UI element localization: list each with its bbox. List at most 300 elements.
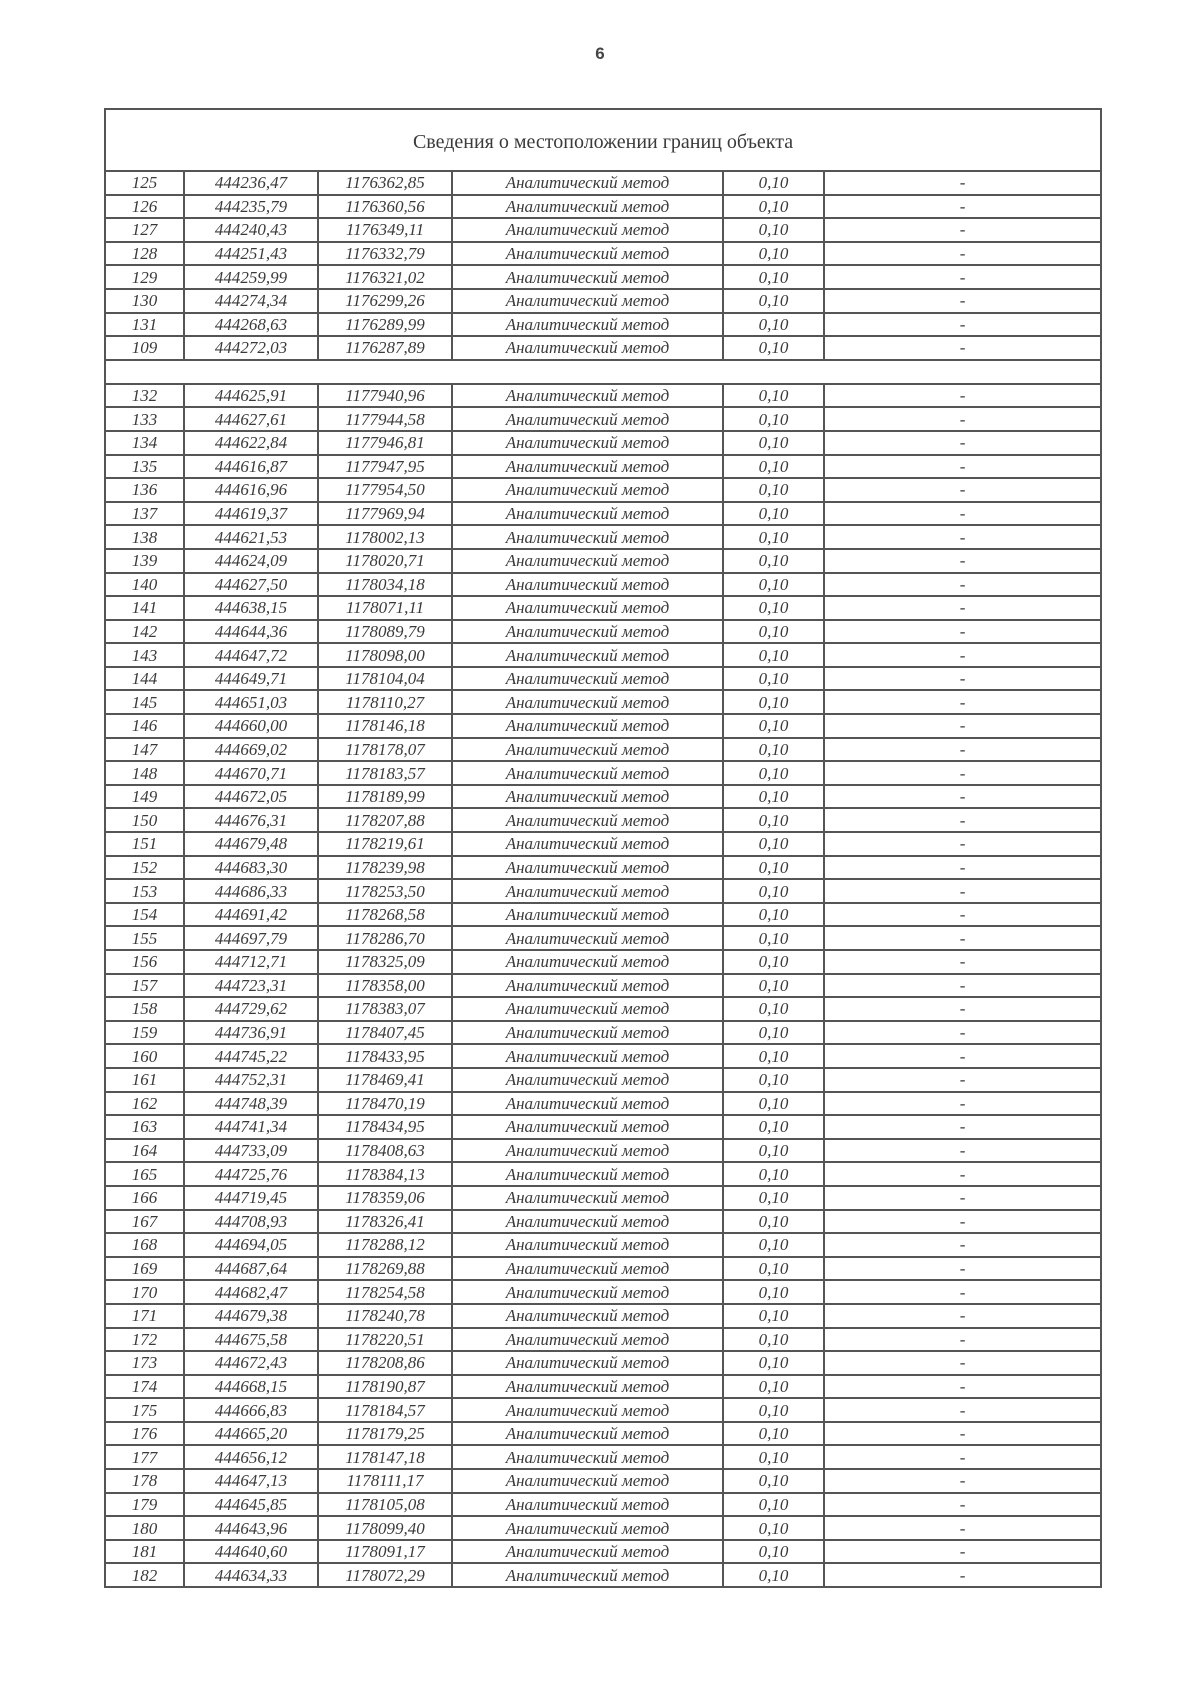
- description-cell: -: [824, 1493, 1101, 1517]
- table-row: [105, 1304, 1101, 1328]
- accuracy-cell: 0,10: [723, 478, 824, 502]
- point-number-cell: 143: [105, 643, 184, 667]
- x-coordinate-cell: 444670,71: [184, 761, 318, 785]
- accuracy-cell: 0,10: [723, 1139, 824, 1163]
- y-coordinate-cell: 1178254,58: [318, 1280, 452, 1304]
- method-cell: Аналитический метод: [452, 1257, 723, 1281]
- description-cell: -: [824, 265, 1101, 289]
- accuracy-cell: 0,10: [723, 1044, 824, 1068]
- description-cell: -: [824, 1516, 1101, 1540]
- boundary-coordinates-table: [104, 108, 1102, 1588]
- x-coordinate-cell: 444712,71: [184, 950, 318, 974]
- table-row: [105, 549, 1101, 573]
- y-coordinate-cell: 1178269,88: [318, 1257, 452, 1281]
- point-number-cell: 179: [105, 1493, 184, 1517]
- description-cell: -: [824, 1280, 1101, 1304]
- x-coordinate-cell: 444683,30: [184, 856, 318, 880]
- y-coordinate-cell: 1178433,95: [318, 1044, 452, 1068]
- x-coordinate-cell: 444679,38: [184, 1304, 318, 1328]
- table-row: [105, 903, 1101, 927]
- accuracy-cell: 0,10: [723, 336, 824, 360]
- y-coordinate-cell: 1178207,88: [318, 808, 452, 832]
- description-cell: -: [824, 1328, 1101, 1352]
- point-number-cell: 146: [105, 714, 184, 738]
- y-coordinate-cell: 1178286,70: [318, 926, 452, 950]
- y-coordinate-cell: 1176362,85: [318, 171, 452, 195]
- x-coordinate-cell: 444619,37: [184, 502, 318, 526]
- table-row: [105, 1493, 1101, 1517]
- method-cell: Аналитический метод: [452, 1563, 723, 1587]
- method-cell: Аналитический метод: [452, 620, 723, 644]
- accuracy-cell: 0,10: [723, 879, 824, 903]
- accuracy-cell: 0,10: [723, 242, 824, 266]
- accuracy-cell: 0,10: [723, 1304, 824, 1328]
- method-cell: Аналитический метод: [452, 1422, 723, 1446]
- table-row: [105, 690, 1101, 714]
- accuracy-cell: 0,10: [723, 573, 824, 597]
- x-coordinate-cell: 444649,71: [184, 667, 318, 691]
- x-coordinate-cell: 444745,22: [184, 1044, 318, 1068]
- y-coordinate-cell: 1178408,63: [318, 1139, 452, 1163]
- accuracy-cell: 0,10: [723, 620, 824, 644]
- method-cell: Аналитический метод: [452, 1493, 723, 1517]
- x-coordinate-cell: 444736,91: [184, 1021, 318, 1045]
- x-coordinate-cell: 444741,34: [184, 1115, 318, 1139]
- description-cell: -: [824, 856, 1101, 880]
- method-cell: Аналитический метод: [452, 1021, 723, 1045]
- x-coordinate-cell: 444640,60: [184, 1540, 318, 1564]
- method-cell: Аналитический метод: [452, 1375, 723, 1399]
- accuracy-cell: 0,10: [723, 549, 824, 573]
- accuracy-cell: 0,10: [723, 407, 824, 431]
- accuracy-cell: 0,10: [723, 1092, 824, 1116]
- accuracy-cell: 0,10: [723, 1233, 824, 1257]
- description-cell: -: [824, 643, 1101, 667]
- description-cell: -: [824, 1257, 1101, 1281]
- table-row: [105, 1375, 1101, 1399]
- point-number-cell: 155: [105, 926, 184, 950]
- y-coordinate-cell: 1177954,50: [318, 478, 452, 502]
- description-cell: -: [824, 667, 1101, 691]
- x-coordinate-cell: 444686,33: [184, 879, 318, 903]
- point-number-cell: 129: [105, 265, 184, 289]
- point-number-cell: 175: [105, 1398, 184, 1422]
- method-cell: Аналитический метод: [452, 171, 723, 195]
- y-coordinate-cell: 1176332,79: [318, 242, 452, 266]
- description-cell: -: [824, 738, 1101, 762]
- accuracy-cell: 0,10: [723, 1328, 824, 1352]
- description-cell: -: [824, 313, 1101, 337]
- table-row: [105, 997, 1101, 1021]
- description-cell: -: [824, 879, 1101, 903]
- table-row: [105, 856, 1101, 880]
- method-cell: Аналитический метод: [452, 1068, 723, 1092]
- table-row: [105, 195, 1101, 219]
- accuracy-cell: 0,10: [723, 761, 824, 785]
- method-cell: Аналитический метод: [452, 478, 723, 502]
- method-cell: Аналитический метод: [452, 1469, 723, 1493]
- method-cell: Аналитический метод: [452, 690, 723, 714]
- y-coordinate-cell: 1178104,04: [318, 667, 452, 691]
- y-coordinate-cell: 1177944,58: [318, 407, 452, 431]
- point-number-cell: 173: [105, 1351, 184, 1375]
- accuracy-cell: 0,10: [723, 195, 824, 219]
- point-number-cell: 157: [105, 974, 184, 998]
- y-coordinate-cell: 1178189,99: [318, 785, 452, 809]
- description-cell: -: [824, 1162, 1101, 1186]
- accuracy-cell: 0,10: [723, 714, 824, 738]
- accuracy-cell: 0,10: [723, 384, 824, 408]
- table-title-row: [105, 109, 1101, 171]
- accuracy-cell: 0,10: [723, 1563, 824, 1587]
- description-cell: -: [824, 1233, 1101, 1257]
- y-coordinate-cell: 1178099,40: [318, 1516, 452, 1540]
- point-number-cell: 168: [105, 1233, 184, 1257]
- group-separator-row: [105, 360, 1101, 384]
- description-cell: -: [824, 690, 1101, 714]
- description-cell: -: [824, 573, 1101, 597]
- method-cell: Аналитический метод: [452, 384, 723, 408]
- description-cell: -: [824, 407, 1101, 431]
- method-cell: Аналитический метод: [452, 455, 723, 479]
- table-row: [105, 407, 1101, 431]
- method-cell: Аналитический метод: [452, 714, 723, 738]
- table-row: [105, 1257, 1101, 1281]
- y-coordinate-cell: 1178384,13: [318, 1162, 452, 1186]
- y-coordinate-cell: 1178184,57: [318, 1398, 452, 1422]
- method-cell: Аналитический метод: [452, 1540, 723, 1564]
- x-coordinate-cell: 444675,58: [184, 1328, 318, 1352]
- point-number-cell: 161: [105, 1068, 184, 1092]
- method-cell: Аналитический метод: [452, 1210, 723, 1234]
- x-coordinate-cell: 444723,31: [184, 974, 318, 998]
- method-cell: Аналитический метод: [452, 667, 723, 691]
- table-row: [105, 808, 1101, 832]
- point-number-cell: 174: [105, 1375, 184, 1399]
- accuracy-cell: 0,10: [723, 926, 824, 950]
- description-cell: -: [824, 242, 1101, 266]
- table-row: [105, 1280, 1101, 1304]
- accuracy-cell: 0,10: [723, 832, 824, 856]
- table-row: [105, 974, 1101, 998]
- description-cell: -: [824, 761, 1101, 785]
- accuracy-cell: 0,10: [723, 502, 824, 526]
- accuracy-cell: 0,10: [723, 1493, 824, 1517]
- method-cell: Аналитический метод: [452, 903, 723, 927]
- y-coordinate-cell: 1178002,13: [318, 525, 452, 549]
- accuracy-cell: 0,10: [723, 1162, 824, 1186]
- accuracy-cell: 0,10: [723, 1351, 824, 1375]
- point-number-cell: 125: [105, 171, 184, 195]
- y-coordinate-cell: 1178253,50: [318, 879, 452, 903]
- description-cell: -: [824, 431, 1101, 455]
- point-number-cell: 164: [105, 1139, 184, 1163]
- point-number-cell: 162: [105, 1092, 184, 1116]
- point-number-cell: 151: [105, 832, 184, 856]
- y-coordinate-cell: 1178110,27: [318, 690, 452, 714]
- accuracy-cell: 0,10: [723, 738, 824, 762]
- x-coordinate-cell: 444660,00: [184, 714, 318, 738]
- method-cell: Аналитический метод: [452, 1162, 723, 1186]
- method-cell: Аналитический метод: [452, 431, 723, 455]
- accuracy-cell: 0,10: [723, 171, 824, 195]
- method-cell: Аналитический метод: [452, 265, 723, 289]
- point-number-cell: 109: [105, 336, 184, 360]
- point-number-cell: 172: [105, 1328, 184, 1352]
- table-row: [105, 926, 1101, 950]
- method-cell: Аналитический метод: [452, 738, 723, 762]
- method-cell: Аналитический метод: [452, 195, 723, 219]
- table-row: [105, 502, 1101, 526]
- table-row: [105, 1398, 1101, 1422]
- point-number-cell: 136: [105, 478, 184, 502]
- point-number-cell: 135: [105, 455, 184, 479]
- y-coordinate-cell: 1178178,07: [318, 738, 452, 762]
- x-coordinate-cell: 444708,93: [184, 1210, 318, 1234]
- accuracy-cell: 0,10: [723, 1445, 824, 1469]
- y-coordinate-cell: 1178208,86: [318, 1351, 452, 1375]
- table-row: [105, 1115, 1101, 1139]
- y-coordinate-cell: 1178190,87: [318, 1375, 452, 1399]
- table-row: [105, 313, 1101, 337]
- accuracy-cell: 0,10: [723, 218, 824, 242]
- y-coordinate-cell: 1178470,19: [318, 1092, 452, 1116]
- point-number-cell: 126: [105, 195, 184, 219]
- point-number-cell: 142: [105, 620, 184, 644]
- table-row: [105, 336, 1101, 360]
- method-cell: Аналитический метод: [452, 573, 723, 597]
- table-row: [105, 738, 1101, 762]
- x-coordinate-cell: 444240,43: [184, 218, 318, 242]
- y-coordinate-cell: 1176299,26: [318, 289, 452, 313]
- description-cell: -: [824, 1139, 1101, 1163]
- method-cell: Аналитический метод: [452, 856, 723, 880]
- y-coordinate-cell: 1177969,94: [318, 502, 452, 526]
- x-coordinate-cell: 444647,72: [184, 643, 318, 667]
- description-cell: -: [824, 1375, 1101, 1399]
- accuracy-cell: 0,10: [723, 1210, 824, 1234]
- method-cell: Аналитический метод: [452, 1398, 723, 1422]
- page-number: 6: [595, 44, 605, 63]
- accuracy-cell: 0,10: [723, 950, 824, 974]
- x-coordinate-cell: 444651,03: [184, 690, 318, 714]
- description-cell: -: [824, 195, 1101, 219]
- description-cell: -: [824, 620, 1101, 644]
- method-cell: Аналитический метод: [452, 218, 723, 242]
- table-row: [105, 1233, 1101, 1257]
- table-row: [105, 1422, 1101, 1446]
- x-coordinate-cell: 444697,79: [184, 926, 318, 950]
- description-cell: -: [824, 502, 1101, 526]
- description-cell: -: [824, 1469, 1101, 1493]
- table-row: [105, 265, 1101, 289]
- accuracy-cell: 0,10: [723, 1068, 824, 1092]
- table-row: [105, 455, 1101, 479]
- y-coordinate-cell: 1178020,71: [318, 549, 452, 573]
- x-coordinate-cell: 444666,83: [184, 1398, 318, 1422]
- description-cell: -: [824, 1304, 1101, 1328]
- y-coordinate-cell: 1178105,08: [318, 1493, 452, 1517]
- y-coordinate-cell: 1178146,18: [318, 714, 452, 738]
- x-coordinate-cell: 444634,33: [184, 1563, 318, 1587]
- x-coordinate-cell: 444672,43: [184, 1351, 318, 1375]
- table-row: [105, 1563, 1101, 1587]
- x-coordinate-cell: 444251,43: [184, 242, 318, 266]
- group-separator-cell: [105, 360, 1101, 384]
- point-number-cell: 165: [105, 1162, 184, 1186]
- y-coordinate-cell: 1177947,95: [318, 455, 452, 479]
- accuracy-cell: 0,10: [723, 1516, 824, 1540]
- accuracy-cell: 0,10: [723, 1375, 824, 1399]
- description-cell: -: [824, 525, 1101, 549]
- description-cell: -: [824, 926, 1101, 950]
- table-title: Сведения о местоположении границ объекта: [105, 109, 1101, 171]
- x-coordinate-cell: 444268,63: [184, 313, 318, 337]
- point-number-cell: 181: [105, 1540, 184, 1564]
- description-cell: -: [824, 1210, 1101, 1234]
- point-number-cell: 154: [105, 903, 184, 927]
- description-cell: -: [824, 1422, 1101, 1446]
- y-coordinate-cell: 1178071,11: [318, 596, 452, 620]
- y-coordinate-cell: 1177940,96: [318, 384, 452, 408]
- method-cell: Аналитический метод: [452, 1304, 723, 1328]
- y-coordinate-cell: 1176287,89: [318, 336, 452, 360]
- point-number-cell: 144: [105, 667, 184, 691]
- point-number-cell: 134: [105, 431, 184, 455]
- point-number-cell: 170: [105, 1280, 184, 1304]
- y-coordinate-cell: 1178359,06: [318, 1186, 452, 1210]
- x-coordinate-cell: 444625,91: [184, 384, 318, 408]
- x-coordinate-cell: 444733,09: [184, 1139, 318, 1163]
- point-number-cell: 169: [105, 1257, 184, 1281]
- table-row: [105, 1540, 1101, 1564]
- method-cell: Аналитический метод: [452, 1351, 723, 1375]
- table-row: [105, 1351, 1101, 1375]
- method-cell: Аналитический метод: [452, 808, 723, 832]
- x-coordinate-cell: 444616,96: [184, 478, 318, 502]
- accuracy-cell: 0,10: [723, 1280, 824, 1304]
- x-coordinate-cell: 444235,79: [184, 195, 318, 219]
- table-row: [105, 525, 1101, 549]
- y-coordinate-cell: 1178268,58: [318, 903, 452, 927]
- x-coordinate-cell: 444752,31: [184, 1068, 318, 1092]
- accuracy-cell: 0,10: [723, 1115, 824, 1139]
- point-number-cell: 167: [105, 1210, 184, 1234]
- description-cell: -: [824, 1445, 1101, 1469]
- table-row: [105, 1328, 1101, 1352]
- accuracy-cell: 0,10: [723, 289, 824, 313]
- x-coordinate-cell: 444644,36: [184, 620, 318, 644]
- method-cell: Аналитический метод: [452, 785, 723, 809]
- accuracy-cell: 0,10: [723, 785, 824, 809]
- table-row: [105, 1162, 1101, 1186]
- point-number-cell: 127: [105, 218, 184, 242]
- accuracy-cell: 0,10: [723, 265, 824, 289]
- table-row: [105, 1092, 1101, 1116]
- method-cell: Аналитический метод: [452, 1115, 723, 1139]
- x-coordinate-cell: 444682,47: [184, 1280, 318, 1304]
- point-number-cell: 148: [105, 761, 184, 785]
- y-coordinate-cell: 1178098,00: [318, 643, 452, 667]
- x-coordinate-cell: 444669,02: [184, 738, 318, 762]
- method-cell: Аналитический метод: [452, 549, 723, 573]
- y-coordinate-cell: 1178239,98: [318, 856, 452, 880]
- table-row: [105, 1021, 1101, 1045]
- method-cell: Аналитический метод: [452, 950, 723, 974]
- description-cell: -: [824, 1186, 1101, 1210]
- table-row: [105, 667, 1101, 691]
- x-coordinate-cell: 444719,45: [184, 1186, 318, 1210]
- point-number-cell: 160: [105, 1044, 184, 1068]
- description-cell: -: [824, 596, 1101, 620]
- x-coordinate-cell: 444622,84: [184, 431, 318, 455]
- point-number-cell: 177: [105, 1445, 184, 1469]
- description-cell: -: [824, 171, 1101, 195]
- description-cell: -: [824, 289, 1101, 313]
- point-number-cell: 153: [105, 879, 184, 903]
- method-cell: Аналитический метод: [452, 761, 723, 785]
- method-cell: Аналитический метод: [452, 1092, 723, 1116]
- method-cell: Аналитический метод: [452, 336, 723, 360]
- y-coordinate-cell: 1178219,61: [318, 832, 452, 856]
- y-coordinate-cell: 1178469,41: [318, 1068, 452, 1092]
- x-coordinate-cell: 444274,34: [184, 289, 318, 313]
- description-cell: -: [824, 218, 1101, 242]
- accuracy-cell: 0,10: [723, 431, 824, 455]
- method-cell: Аналитический метод: [452, 1280, 723, 1304]
- y-coordinate-cell: 1178034,18: [318, 573, 452, 597]
- x-coordinate-cell: 444691,42: [184, 903, 318, 927]
- accuracy-cell: 0,10: [723, 997, 824, 1021]
- y-coordinate-cell: 1178111,17: [318, 1469, 452, 1493]
- point-number-cell: 131: [105, 313, 184, 337]
- point-number-cell: 137: [105, 502, 184, 526]
- table-row: [105, 218, 1101, 242]
- y-coordinate-cell: 1176289,99: [318, 313, 452, 337]
- x-coordinate-cell: 444687,64: [184, 1257, 318, 1281]
- table-row: [105, 832, 1101, 856]
- table-row: [105, 573, 1101, 597]
- x-coordinate-cell: 444616,87: [184, 455, 318, 479]
- x-coordinate-cell: 444647,13: [184, 1469, 318, 1493]
- point-number-cell: 176: [105, 1422, 184, 1446]
- description-cell: -: [824, 1351, 1101, 1375]
- x-coordinate-cell: 444729,62: [184, 997, 318, 1021]
- description-cell: -: [824, 1115, 1101, 1139]
- description-cell: -: [824, 455, 1101, 479]
- y-coordinate-cell: 1178183,57: [318, 761, 452, 785]
- description-cell: -: [824, 1563, 1101, 1587]
- table-row: [105, 761, 1101, 785]
- table-row: [105, 1186, 1101, 1210]
- description-cell: -: [824, 714, 1101, 738]
- x-coordinate-cell: 444665,20: [184, 1422, 318, 1446]
- accuracy-cell: 0,10: [723, 455, 824, 479]
- point-number-cell: 133: [105, 407, 184, 431]
- point-number-cell: 156: [105, 950, 184, 974]
- table-row: [105, 950, 1101, 974]
- point-number-cell: 163: [105, 1115, 184, 1139]
- table-row: [105, 1469, 1101, 1493]
- x-coordinate-cell: 444236,47: [184, 171, 318, 195]
- description-cell: -: [824, 785, 1101, 809]
- y-coordinate-cell: 1178147,18: [318, 1445, 452, 1469]
- point-number-cell: 128: [105, 242, 184, 266]
- description-cell: -: [824, 1021, 1101, 1045]
- method-cell: Аналитический метод: [452, 643, 723, 667]
- table-row: [105, 879, 1101, 903]
- y-coordinate-cell: 1176349,11: [318, 218, 452, 242]
